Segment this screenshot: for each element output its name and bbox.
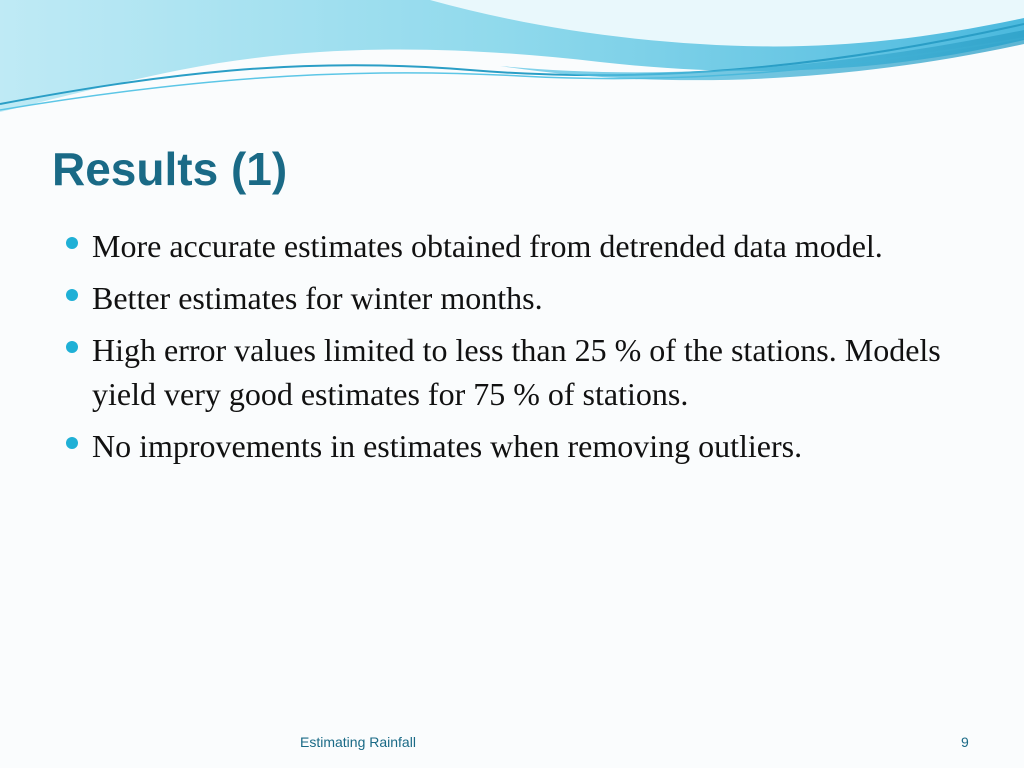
bullet-text: Better estimates for winter months. [92, 280, 543, 316]
page-number: 9 [961, 734, 969, 750]
bullet-item [62, 276, 962, 320]
bullet-dot-icon [66, 341, 78, 353]
bullet-text: No improvements in estimates when removing outliers. [92, 428, 803, 464]
bullet-item [62, 224, 962, 268]
bullet-item [62, 424, 962, 468]
bullet-dot-icon [66, 289, 78, 301]
bullet-dot-icon [66, 237, 78, 249]
bullet-list [62, 224, 962, 476]
bullet-dot-icon [66, 437, 78, 449]
slide-title: Results (1) [52, 143, 288, 195]
decorative-wave-header [0, 0, 1024, 130]
footer-text: Estimating Rainfall [300, 734, 416, 750]
bullet-item [62, 328, 962, 416]
bullet-text: High error values limited to less than 25 % of the stations. Models yield very good estimates for 75 % of stations. [92, 332, 941, 412]
bullet-text: More accurate estimates obtained from detrended data model. [92, 228, 883, 264]
